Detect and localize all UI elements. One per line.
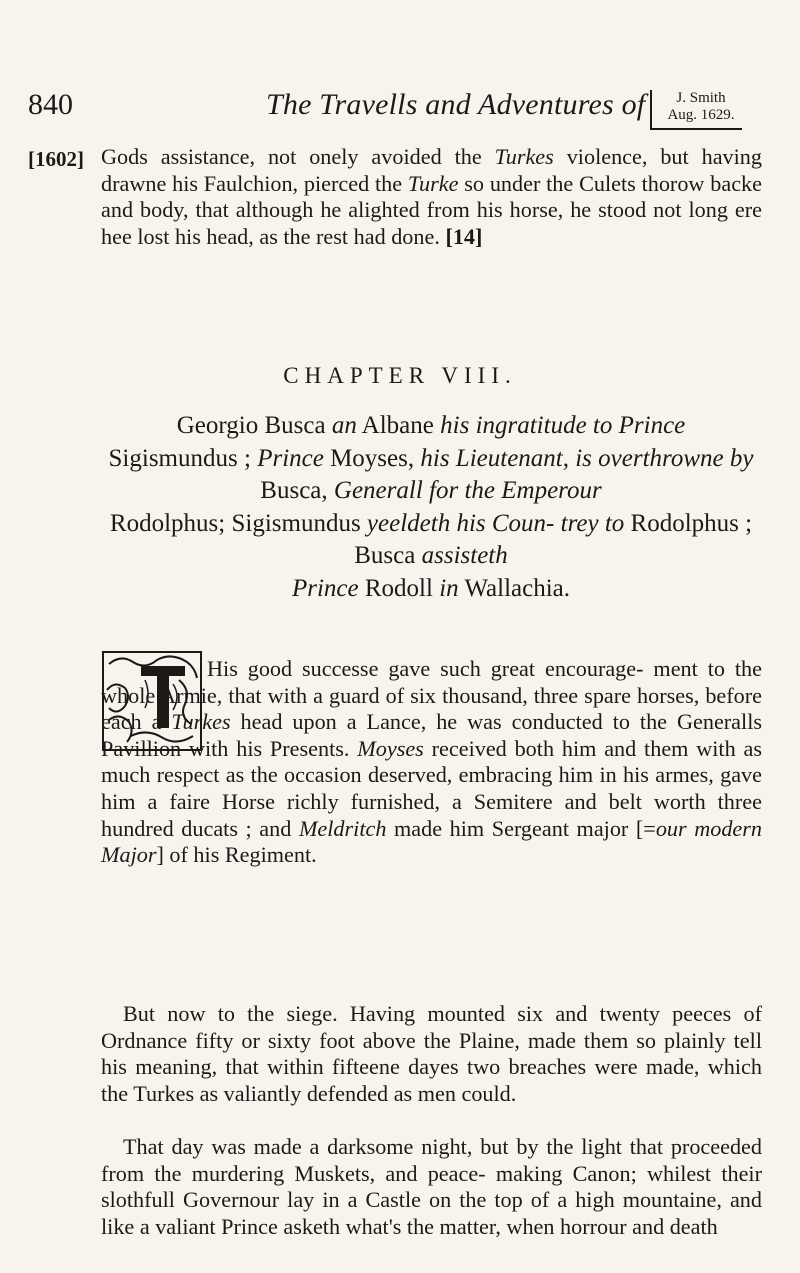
paragraph-1-italic-turke: Turke bbox=[407, 170, 459, 196]
summary-part: Busca, bbox=[260, 477, 334, 504]
paragraph-2-text: ] of his Regiment. bbox=[156, 842, 317, 868]
side-reference-date: Aug. 1629. bbox=[667, 107, 735, 123]
summary-part: Rodoll bbox=[358, 574, 440, 602]
side-reference bbox=[650, 90, 742, 130]
paragraph-1-text-3: so under the Culets thorow backe and body, that although he alighted from his horse, he stood not long ere hee lost his head, as the rest had done. bbox=[101, 170, 762, 249]
summary-part: Moyses, bbox=[323, 444, 421, 472]
paragraph-2-italic: Meldritch bbox=[298, 815, 387, 841]
chapter-heading: CHAPTER VIII. bbox=[283, 363, 517, 388]
paragraph-2-italic: our modern Major bbox=[101, 815, 763, 868]
page-reference-marker: [14] bbox=[445, 223, 483, 249]
page-header bbox=[28, 88, 780, 138]
paragraph-2-text: His good successe gave such great encourage- ment to the whole Armie, that with a guard of six thousand, three spare horses, before each a bbox=[101, 656, 762, 735]
margin-year: [1602] bbox=[28, 147, 84, 171]
page-number: 840 bbox=[28, 88, 73, 121]
summary-part: Prince bbox=[257, 444, 324, 472]
summary-part: Prince bbox=[291, 574, 359, 602]
summary-part: assisteth bbox=[421, 542, 508, 569]
side-reference-author: J. Smith bbox=[676, 90, 726, 106]
summary-part: Georgio Busca bbox=[176, 412, 332, 439]
summary-part: Albane bbox=[356, 412, 441, 439]
summary-part: his Lieutenant, is overthrowne by bbox=[420, 444, 754, 472]
summary-part: Generall for the Emperour bbox=[333, 477, 602, 504]
running-title: The Travells and Adventures of bbox=[266, 88, 646, 121]
paragraph-2-italic: Moyses bbox=[357, 735, 424, 761]
paragraph-1-text: Gods assistance, not onely avoided the bbox=[101, 144, 495, 169]
summary-part: Rodolphus; Sigismundus bbox=[109, 509, 367, 537]
summary-part: Wallachia. bbox=[458, 574, 571, 602]
summary-part: yeeldeth his Coun- trey to bbox=[366, 509, 625, 537]
paragraph-1 bbox=[101, 144, 762, 250]
summary-part: an bbox=[331, 412, 357, 439]
paragraph-2-text: received both him and them with as much respect as the occasion deserved, embracing him in his armes, gave him a faire Horse richly furnished, a Semitere and belt worth three hundred ducats ; and bbox=[101, 735, 763, 841]
chapter-summary bbox=[100, 410, 762, 605]
summary-part: his ingratitude to Prince bbox=[440, 412, 686, 439]
paragraph-2-text: head upon a Lance, he was conducted to the Generalls Pavillion with his Presents. bbox=[101, 709, 762, 761]
paragraph-2-body bbox=[101, 656, 762, 869]
paragraph-3: But now to the siege. Having mounted six and twenty peeces of Ordnance fifty or sixty foot above the Plaine, made them so plainly tell his meaning, that within fifteene dayes two breaches were made, which the Turkes as valiantly defended as men could. bbox=[101, 1001, 762, 1106]
paragraph-4: That day was made a darksome night, but by the light that proceeded from the murdering Muskets, and peace- making Canon; whilest their slothfull Governour lay in a Castle on the top of a high mountaine, and like a valiant Prince asketh what's the matter, when horrour and death bbox=[101, 1134, 762, 1239]
summary-part: in bbox=[439, 574, 459, 602]
summary-part: Rodolphus ; Busca bbox=[354, 509, 753, 569]
paragraph-1-italic-turkes: Turkes bbox=[494, 144, 554, 169]
summary-part: Sigismundus ; bbox=[108, 444, 258, 472]
paragraph-1-text-2: violence, but having drawne his Faulchion, pierced the bbox=[101, 144, 762, 196]
paragraph-2-text: made him Sergeant major [= bbox=[386, 815, 656, 841]
paragraph-2-italic: Turkes bbox=[171, 709, 231, 735]
